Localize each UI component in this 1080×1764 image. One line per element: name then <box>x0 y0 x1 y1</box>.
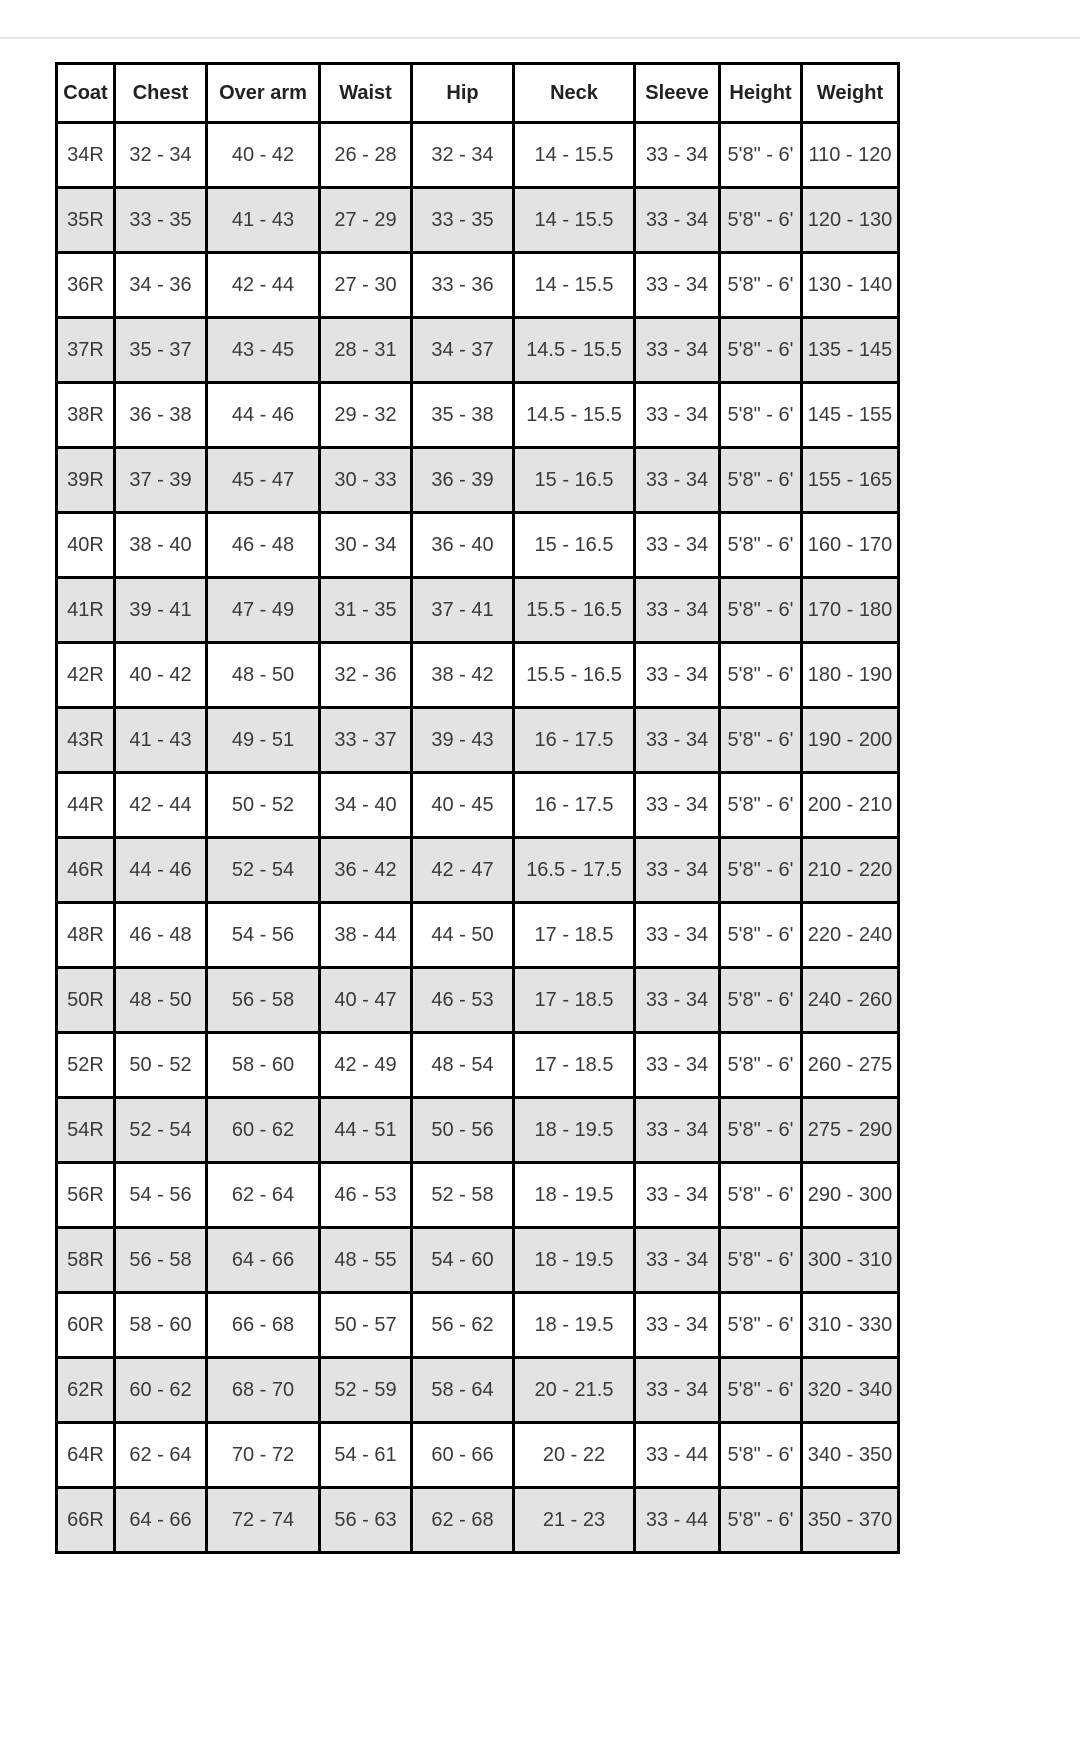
table-row <box>57 578 899 643</box>
cell: 33 - 44 <box>635 1423 720 1488</box>
cell: 35 - 37 <box>115 318 207 383</box>
cell: 34 - 40 <box>320 773 412 838</box>
table-row <box>57 1358 899 1423</box>
cell: 33 - 34 <box>635 448 720 513</box>
cell: 60 - 62 <box>207 1098 320 1163</box>
cell: 145 - 155 <box>802 383 899 448</box>
table-row <box>57 383 899 448</box>
table-row <box>57 1423 899 1488</box>
cell: 52 - 59 <box>320 1358 412 1423</box>
cell: 41 - 43 <box>115 708 207 773</box>
cell: 33 - 34 <box>635 1033 720 1098</box>
cell: 155 - 165 <box>802 448 899 513</box>
page-top-divider <box>0 37 1080 39</box>
cell: 62 - 64 <box>207 1163 320 1228</box>
cell: 33 - 34 <box>635 1293 720 1358</box>
cell: 46 - 48 <box>207 513 320 578</box>
coat-size-cell: 52R <box>57 1033 115 1098</box>
table-row <box>57 708 899 773</box>
coat-size-cell: 39R <box>57 448 115 513</box>
table-row <box>57 1163 899 1228</box>
cell: 5'8" - 6' <box>720 188 802 253</box>
cell: 5'8" - 6' <box>720 1423 802 1488</box>
cell: 46 - 48 <box>115 903 207 968</box>
cell: 18 - 19.5 <box>514 1228 635 1293</box>
cell: 27 - 29 <box>320 188 412 253</box>
cell: 5'8" - 6' <box>720 253 802 318</box>
cell: 210 - 220 <box>802 838 899 903</box>
cell: 290 - 300 <box>802 1163 899 1228</box>
header-cell-chest: Chest <box>115 64 207 123</box>
cell: 62 - 64 <box>115 1423 207 1488</box>
cell: 15 - 16.5 <box>514 513 635 578</box>
cell: 56 - 58 <box>115 1228 207 1293</box>
cell: 38 - 44 <box>320 903 412 968</box>
cell: 60 - 66 <box>412 1423 514 1488</box>
coat-size-cell: 43R <box>57 708 115 773</box>
cell: 17 - 18.5 <box>514 968 635 1033</box>
cell: 21 - 23 <box>514 1488 635 1553</box>
cell: 5'8" - 6' <box>720 578 802 643</box>
cell: 33 - 34 <box>635 383 720 448</box>
table-row <box>57 188 899 253</box>
table-row <box>57 838 899 903</box>
cell: 44 - 51 <box>320 1098 412 1163</box>
header-row <box>57 64 899 123</box>
cell: 240 - 260 <box>802 968 899 1033</box>
cell: 33 - 34 <box>635 513 720 578</box>
cell: 30 - 33 <box>320 448 412 513</box>
header-cell-coat: Coat <box>57 64 115 123</box>
cell: 5'8" - 6' <box>720 1293 802 1358</box>
coat-size-cell: 41R <box>57 578 115 643</box>
cell: 33 - 35 <box>115 188 207 253</box>
header-cell-waist: Waist <box>320 64 412 123</box>
cell: 190 - 200 <box>802 708 899 773</box>
cell: 33 - 34 <box>635 318 720 383</box>
cell: 180 - 190 <box>802 643 899 708</box>
cell: 5'8" - 6' <box>720 643 802 708</box>
cell: 33 - 34 <box>635 188 720 253</box>
header-cell-over-arm: Over arm <box>207 64 320 123</box>
cell: 29 - 32 <box>320 383 412 448</box>
cell: 14.5 - 15.5 <box>514 383 635 448</box>
cell: 72 - 74 <box>207 1488 320 1553</box>
cell: 5'8" - 6' <box>720 903 802 968</box>
table-header <box>57 64 899 123</box>
cell: 54 - 56 <box>207 903 320 968</box>
cell: 220 - 240 <box>802 903 899 968</box>
cell: 56 - 63 <box>320 1488 412 1553</box>
table-row <box>57 903 899 968</box>
cell: 170 - 180 <box>802 578 899 643</box>
cell: 33 - 34 <box>635 1098 720 1163</box>
coat-size-cell: 60R <box>57 1293 115 1358</box>
cell: 36 - 40 <box>412 513 514 578</box>
header-cell-height: Height <box>720 64 802 123</box>
cell: 36 - 38 <box>115 383 207 448</box>
cell: 200 - 210 <box>802 773 899 838</box>
coat-size-cell: 37R <box>57 318 115 383</box>
cell: 40 - 42 <box>207 123 320 188</box>
header-cell-hip: Hip <box>412 64 514 123</box>
cell: 50 - 56 <box>412 1098 514 1163</box>
cell: 5'8" - 6' <box>720 1033 802 1098</box>
cell: 20 - 22 <box>514 1423 635 1488</box>
cell: 54 - 61 <box>320 1423 412 1488</box>
cell: 15.5 - 16.5 <box>514 578 635 643</box>
table-row <box>57 1098 899 1163</box>
cell: 14.5 - 15.5 <box>514 318 635 383</box>
cell: 5'8" - 6' <box>720 318 802 383</box>
cell: 38 - 42 <box>412 643 514 708</box>
coat-size-cell: 36R <box>57 253 115 318</box>
cell: 52 - 54 <box>207 838 320 903</box>
cell: 56 - 62 <box>412 1293 514 1358</box>
cell: 32 - 36 <box>320 643 412 708</box>
cell: 35 - 38 <box>412 383 514 448</box>
cell: 5'8" - 6' <box>720 383 802 448</box>
coat-size-cell: 64R <box>57 1423 115 1488</box>
cell: 33 - 37 <box>320 708 412 773</box>
cell: 14 - 15.5 <box>514 188 635 253</box>
cell: 160 - 170 <box>802 513 899 578</box>
cell: 5'8" - 6' <box>720 773 802 838</box>
cell: 46 - 53 <box>320 1163 412 1228</box>
cell: 33 - 34 <box>635 1163 720 1228</box>
cell: 33 - 35 <box>412 188 514 253</box>
cell: 5'8" - 6' <box>720 448 802 513</box>
cell: 5'8" - 6' <box>720 708 802 773</box>
cell: 33 - 44 <box>635 1488 720 1553</box>
cell: 5'8" - 6' <box>720 1098 802 1163</box>
cell: 40 - 42 <box>115 643 207 708</box>
cell: 26 - 28 <box>320 123 412 188</box>
cell: 27 - 30 <box>320 253 412 318</box>
cell: 58 - 64 <box>412 1358 514 1423</box>
cell: 33 - 36 <box>412 253 514 318</box>
cell: 47 - 49 <box>207 578 320 643</box>
cell: 48 - 50 <box>207 643 320 708</box>
cell: 52 - 54 <box>115 1098 207 1163</box>
cell: 31 - 35 <box>320 578 412 643</box>
cell: 44 - 46 <box>207 383 320 448</box>
cell: 16.5 - 17.5 <box>514 838 635 903</box>
cell: 5'8" - 6' <box>720 968 802 1033</box>
cell: 70 - 72 <box>207 1423 320 1488</box>
coat-size-cell: 54R <box>57 1098 115 1163</box>
cell: 48 - 50 <box>115 968 207 1033</box>
cell: 54 - 56 <box>115 1163 207 1228</box>
cell: 33 - 34 <box>635 123 720 188</box>
cell: 33 - 34 <box>635 838 720 903</box>
table-row <box>57 643 899 708</box>
cell: 340 - 350 <box>802 1423 899 1488</box>
cell: 66 - 68 <box>207 1293 320 1358</box>
table-row <box>57 1033 899 1098</box>
table-row <box>57 968 899 1033</box>
cell: 38 - 40 <box>115 513 207 578</box>
cell: 33 - 34 <box>635 643 720 708</box>
cell: 42 - 47 <box>412 838 514 903</box>
cell: 42 - 49 <box>320 1033 412 1098</box>
coat-size-cell: 48R <box>57 903 115 968</box>
cell: 33 - 34 <box>635 1358 720 1423</box>
cell: 37 - 41 <box>412 578 514 643</box>
cell: 44 - 46 <box>115 838 207 903</box>
cell: 42 - 44 <box>115 773 207 838</box>
cell: 33 - 34 <box>635 903 720 968</box>
cell: 52 - 58 <box>412 1163 514 1228</box>
cell: 39 - 41 <box>115 578 207 643</box>
cell: 18 - 19.5 <box>514 1163 635 1228</box>
cell: 58 - 60 <box>115 1293 207 1358</box>
table-body <box>57 123 899 1553</box>
header-cell-weight: Weight <box>802 64 899 123</box>
cell: 33 - 34 <box>635 1228 720 1293</box>
cell: 36 - 39 <box>412 448 514 513</box>
cell: 58 - 60 <box>207 1033 320 1098</box>
cell: 62 - 68 <box>412 1488 514 1553</box>
cell: 20 - 21.5 <box>514 1358 635 1423</box>
cell: 14 - 15.5 <box>514 123 635 188</box>
cell: 130 - 140 <box>802 253 899 318</box>
cell: 5'8" - 6' <box>720 1488 802 1553</box>
coat-size-cell: 42R <box>57 643 115 708</box>
cell: 5'8" - 6' <box>720 1228 802 1293</box>
cell: 50 - 52 <box>207 773 320 838</box>
cell: 44 - 50 <box>412 903 514 968</box>
cell: 18 - 19.5 <box>514 1098 635 1163</box>
cell: 42 - 44 <box>207 253 320 318</box>
cell: 50 - 52 <box>115 1033 207 1098</box>
cell: 5'8" - 6' <box>720 1358 802 1423</box>
cell: 300 - 310 <box>802 1228 899 1293</box>
cell: 5'8" - 6' <box>720 838 802 903</box>
cell: 14 - 15.5 <box>514 253 635 318</box>
cell: 18 - 19.5 <box>514 1293 635 1358</box>
cell: 64 - 66 <box>207 1228 320 1293</box>
header-cell-neck: Neck <box>514 64 635 123</box>
coat-size-cell: 46R <box>57 838 115 903</box>
cell: 17 - 18.5 <box>514 1033 635 1098</box>
cell: 36 - 42 <box>320 838 412 903</box>
cell: 275 - 290 <box>802 1098 899 1163</box>
table-row <box>57 253 899 318</box>
table-row <box>57 1488 899 1553</box>
cell: 110 - 120 <box>802 123 899 188</box>
table-row <box>57 773 899 838</box>
coat-size-cell: 66R <box>57 1488 115 1553</box>
table-row <box>57 448 899 513</box>
table-row <box>57 123 899 188</box>
cell: 34 - 37 <box>412 318 514 383</box>
coat-size-cell: 62R <box>57 1358 115 1423</box>
cell: 15 - 16.5 <box>514 448 635 513</box>
coat-size-cell: 44R <box>57 773 115 838</box>
cell: 60 - 62 <box>115 1358 207 1423</box>
cell: 320 - 340 <box>802 1358 899 1423</box>
cell: 54 - 60 <box>412 1228 514 1293</box>
cell: 50 - 57 <box>320 1293 412 1358</box>
cell: 46 - 53 <box>412 968 514 1033</box>
cell: 33 - 34 <box>635 968 720 1033</box>
cell: 120 - 130 <box>802 188 899 253</box>
cell: 68 - 70 <box>207 1358 320 1423</box>
cell: 40 - 45 <box>412 773 514 838</box>
cell: 56 - 58 <box>207 968 320 1033</box>
table-row <box>57 1228 899 1293</box>
cell: 48 - 54 <box>412 1033 514 1098</box>
coat-size-cell: 58R <box>57 1228 115 1293</box>
cell: 39 - 43 <box>412 708 514 773</box>
cell: 17 - 18.5 <box>514 903 635 968</box>
cell: 40 - 47 <box>320 968 412 1033</box>
coat-size-cell: 40R <box>57 513 115 578</box>
header-cell-sleeve: Sleeve <box>635 64 720 123</box>
table-row <box>57 318 899 383</box>
cell: 32 - 34 <box>412 123 514 188</box>
cell: 64 - 66 <box>115 1488 207 1553</box>
coat-size-cell: 50R <box>57 968 115 1033</box>
cell: 33 - 34 <box>635 773 720 838</box>
table-row <box>57 1293 899 1358</box>
cell: 37 - 39 <box>115 448 207 513</box>
cell: 5'8" - 6' <box>720 123 802 188</box>
cell: 16 - 17.5 <box>514 708 635 773</box>
coat-size-cell: 34R <box>57 123 115 188</box>
cell: 43 - 45 <box>207 318 320 383</box>
cell: 30 - 34 <box>320 513 412 578</box>
cell: 49 - 51 <box>207 708 320 773</box>
cell: 41 - 43 <box>207 188 320 253</box>
cell: 5'8" - 6' <box>720 1163 802 1228</box>
cell: 350 - 370 <box>802 1488 899 1553</box>
cell: 310 - 330 <box>802 1293 899 1358</box>
cell: 5'8" - 6' <box>720 513 802 578</box>
coat-size-chart-table <box>55 62 900 1554</box>
cell: 33 - 34 <box>635 253 720 318</box>
coat-size-cell: 38R <box>57 383 115 448</box>
cell: 45 - 47 <box>207 448 320 513</box>
coat-size-cell: 35R <box>57 188 115 253</box>
table-row <box>57 513 899 578</box>
cell: 16 - 17.5 <box>514 773 635 838</box>
cell: 48 - 55 <box>320 1228 412 1293</box>
cell: 32 - 34 <box>115 123 207 188</box>
cell: 28 - 31 <box>320 318 412 383</box>
cell: 260 - 275 <box>802 1033 899 1098</box>
cell: 33 - 34 <box>635 578 720 643</box>
cell: 15.5 - 16.5 <box>514 643 635 708</box>
cell: 135 - 145 <box>802 318 899 383</box>
coat-size-cell: 56R <box>57 1163 115 1228</box>
cell: 33 - 34 <box>635 708 720 773</box>
cell: 34 - 36 <box>115 253 207 318</box>
